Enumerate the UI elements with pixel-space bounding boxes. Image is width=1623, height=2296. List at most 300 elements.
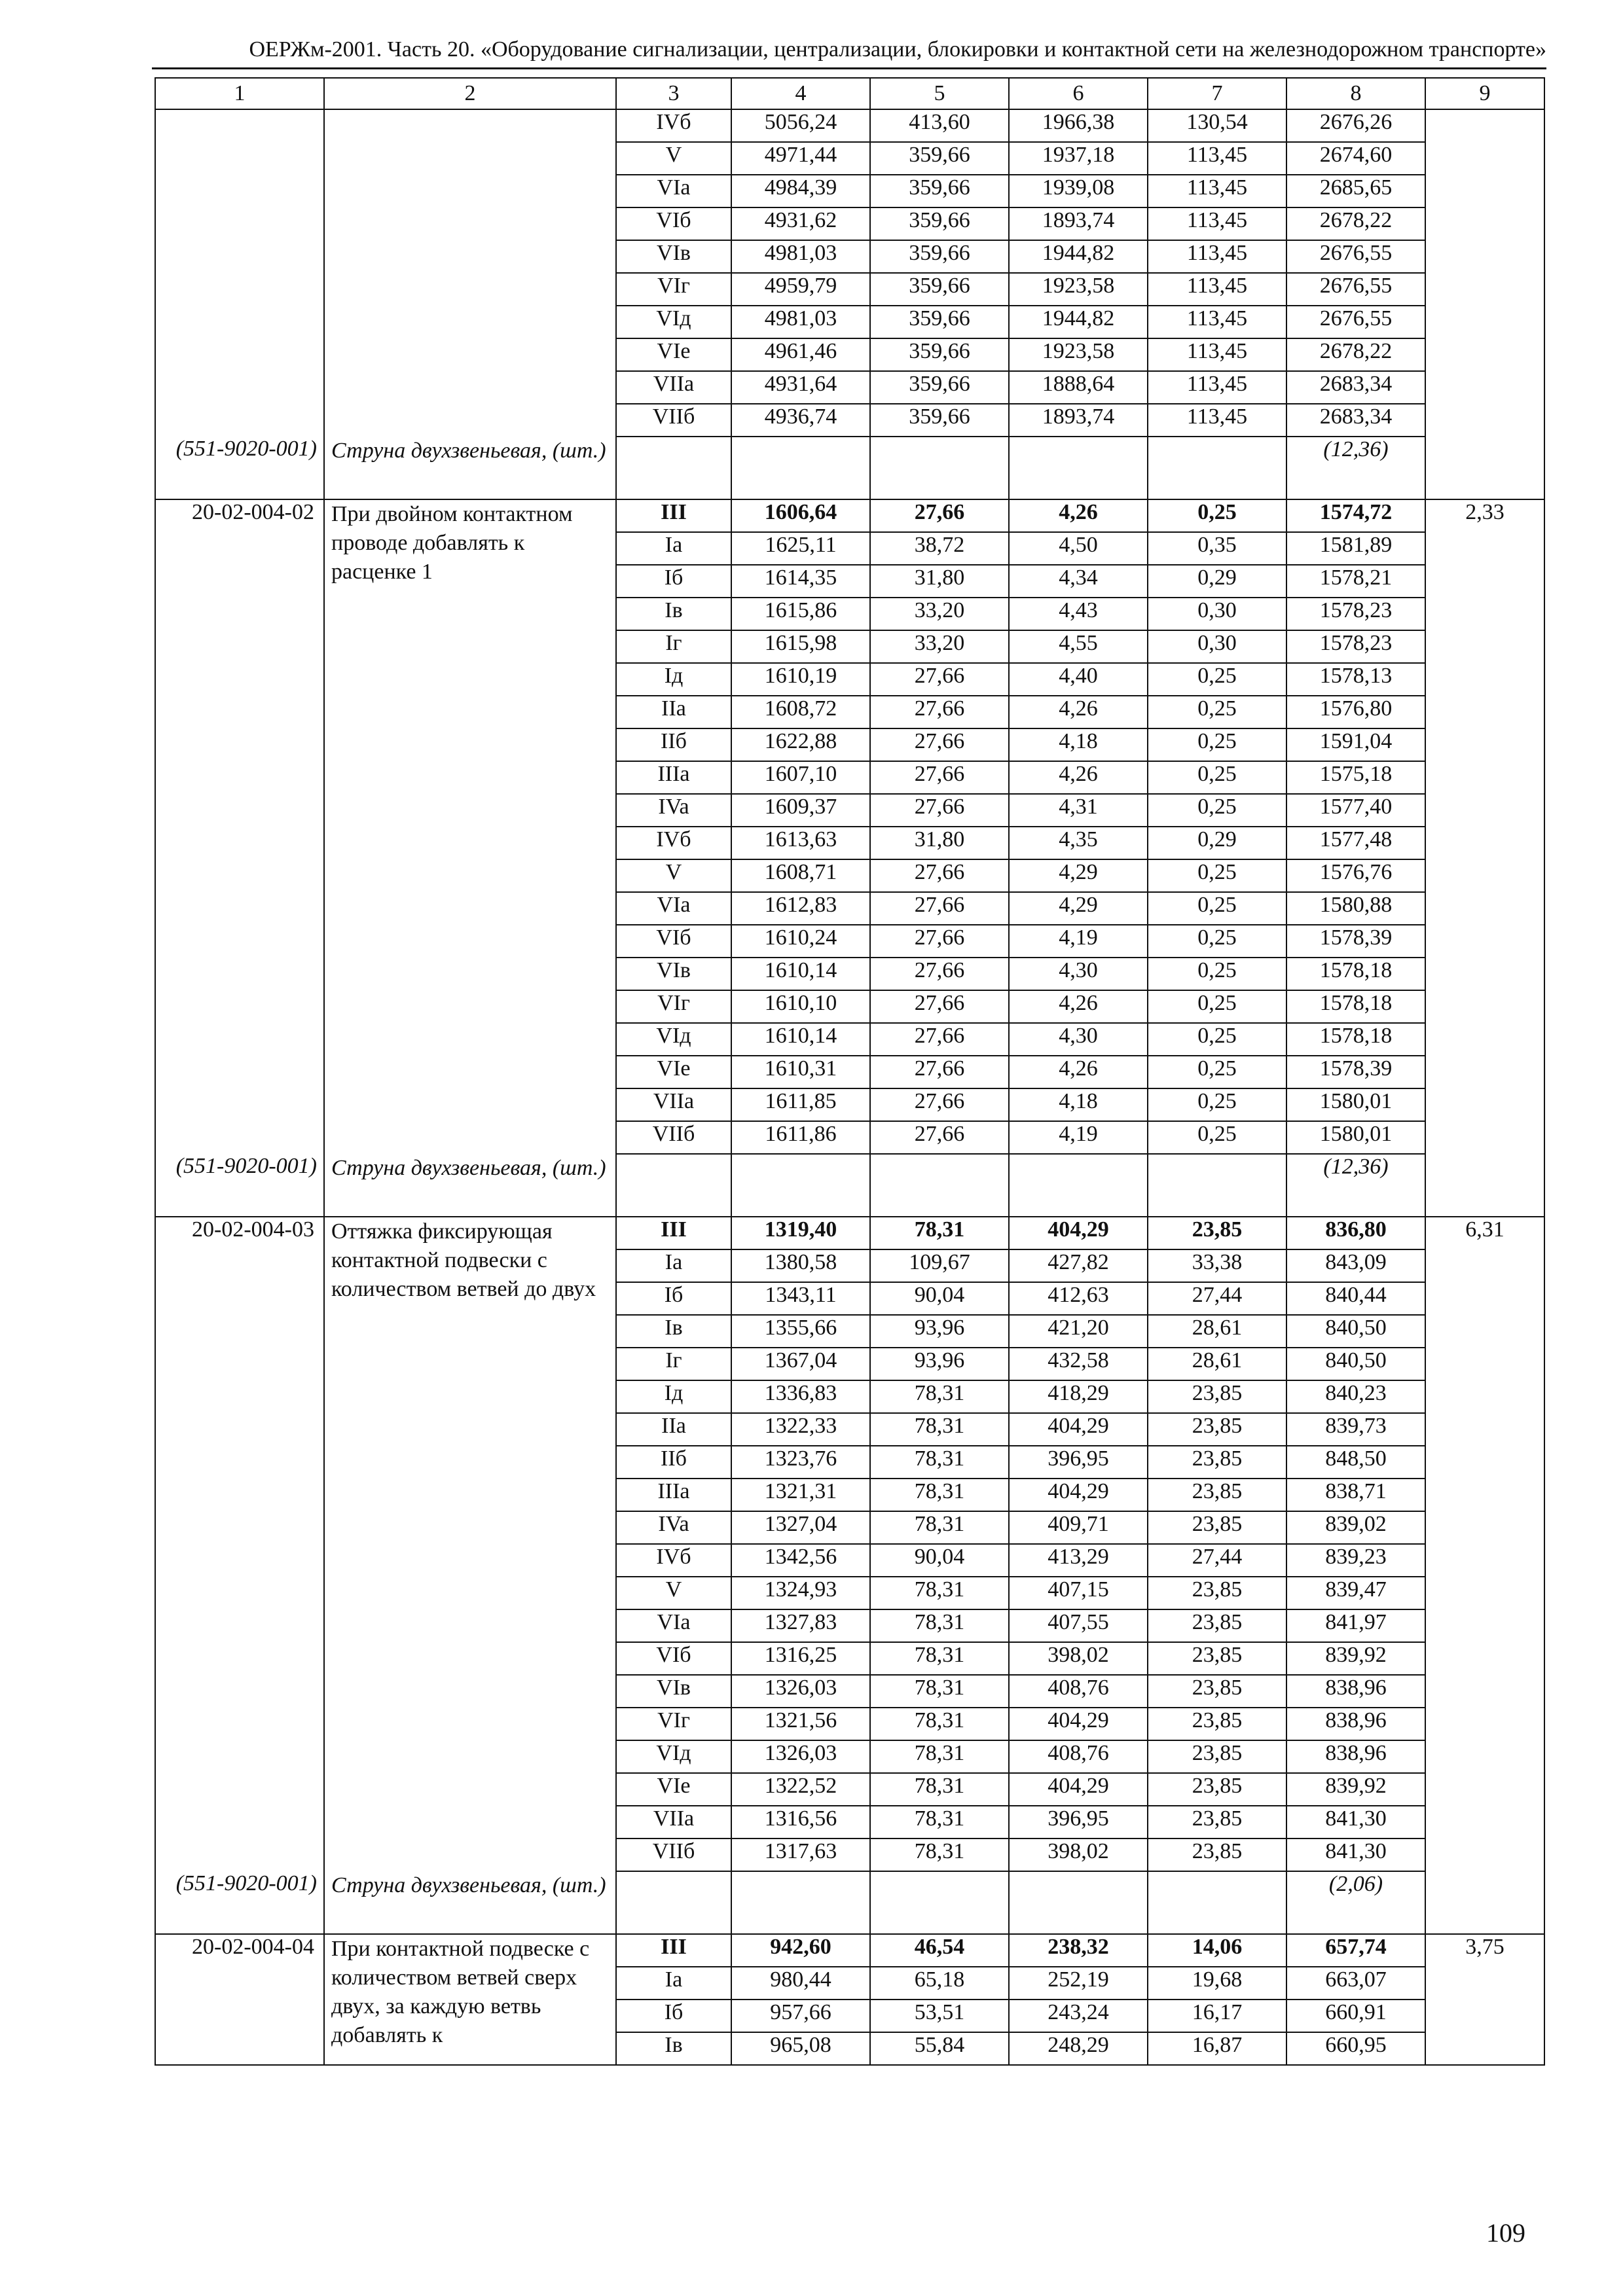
value-cell: 418,29	[1009, 1380, 1148, 1413]
region-cell: VIIб	[616, 1121, 731, 1154]
value-cell: 4,19	[1009, 925, 1148, 958]
value-cell: 23,85	[1148, 1446, 1286, 1479]
region-cell: IIб	[616, 728, 731, 761]
region-cell: VIa	[616, 1609, 731, 1642]
value-cell: 31,80	[870, 827, 1009, 859]
column-number: 5	[870, 78, 1009, 109]
value-cell: 16,17	[1148, 2000, 1286, 2032]
value-cell: 23,85	[1148, 1609, 1286, 1642]
value-cell: 27,44	[1148, 1282, 1286, 1315]
value-cell: 1367,04	[731, 1348, 870, 1380]
column-number: 6	[1009, 78, 1148, 109]
empty-cell	[1009, 1871, 1148, 1934]
value-cell: 1319,40	[731, 1217, 870, 1249]
region-cell: VIе	[616, 338, 731, 371]
value-cell: 1380,58	[731, 1249, 870, 1282]
value-cell: 0,25	[1148, 794, 1286, 827]
value-cell: 23,85	[1148, 1839, 1286, 1871]
value-cell: 78,31	[870, 1806, 1009, 1839]
value-cell: 90,04	[870, 1544, 1009, 1577]
value-cell: 2685,65	[1286, 175, 1425, 207]
column-number: 2	[324, 78, 616, 109]
value-cell: 2676,55	[1286, 240, 1425, 273]
value-cell: 0,29	[1148, 827, 1286, 859]
value-cell: 4931,64	[731, 371, 870, 404]
value-cell: 1923,58	[1009, 273, 1148, 306]
value-cell: 1622,88	[731, 728, 870, 761]
value-cell: 0,25	[1148, 892, 1286, 925]
value-cell: 113,45	[1148, 404, 1286, 437]
value-cell: 27,44	[1148, 1544, 1286, 1577]
value-cell: 1611,86	[731, 1121, 870, 1154]
value-cell: 252,19	[1009, 1967, 1148, 2000]
value-cell: 4,34	[1009, 565, 1148, 598]
resource-quantity: (2,06)	[1286, 1871, 1425, 1934]
region-cell: VIе	[616, 1056, 731, 1088]
value-cell: 407,55	[1009, 1609, 1148, 1642]
value-cell: 840,23	[1286, 1380, 1425, 1413]
empty-cell	[1009, 437, 1148, 499]
value-cell: 660,91	[1286, 2000, 1425, 2032]
region-cell: VIб	[616, 925, 731, 958]
value-cell: 1893,74	[1009, 404, 1148, 437]
value-cell: 23,85	[1148, 1380, 1286, 1413]
value-cell: 1610,14	[731, 1023, 870, 1056]
rate-description: При контактной подвеске с количеством ветвей сверх двух, за каждую ветвь добавлять к	[324, 1934, 616, 2065]
value-cell: 4984,39	[731, 175, 870, 207]
value-cell: 409,71	[1009, 1511, 1148, 1544]
value-cell: 404,29	[1009, 1479, 1148, 1511]
table-row	[155, 499, 1544, 532]
value-cell: 4931,62	[731, 207, 870, 240]
value-cell: 408,76	[1009, 1675, 1148, 1708]
value-cell: 23,85	[1148, 1413, 1286, 1446]
value-cell: 4,55	[1009, 630, 1148, 663]
value-cell: 1609,37	[731, 794, 870, 827]
value-cell: 78,31	[870, 1740, 1009, 1773]
value-cell: 28,61	[1148, 1315, 1286, 1348]
empty-cell	[870, 437, 1009, 499]
value-cell: 838,96	[1286, 1675, 1425, 1708]
value-cell: 1578,23	[1286, 630, 1425, 663]
value-cell: 407,15	[1009, 1577, 1148, 1609]
empty-cell	[1425, 1154, 1544, 1217]
value-cell: 0,25	[1148, 1088, 1286, 1121]
value-cell: 4,35	[1009, 827, 1148, 859]
value-cell: 2683,34	[1286, 371, 1425, 404]
value-cell: 113,45	[1148, 207, 1286, 240]
region-cell: VIIa	[616, 371, 731, 404]
value-cell: 1578,39	[1286, 1056, 1425, 1088]
region-cell: III	[616, 1217, 731, 1249]
value-cell: 1577,40	[1286, 794, 1425, 827]
empty-cell	[1148, 1871, 1286, 1934]
region-cell: Iг	[616, 630, 731, 663]
region-cell: V	[616, 859, 731, 892]
resource-quantity: (12,36)	[1286, 1154, 1425, 1217]
table-row	[155, 1934, 1544, 1967]
value-cell: 2683,34	[1286, 404, 1425, 437]
value-cell: 839,73	[1286, 1413, 1425, 1446]
region-cell: VIIб	[616, 1839, 731, 1871]
empty-cell	[1148, 437, 1286, 499]
value-cell: 1316,56	[731, 1806, 870, 1839]
value-cell: 113,45	[1148, 240, 1286, 273]
value-cell: 78,31	[870, 1380, 1009, 1413]
value-cell: 4,29	[1009, 892, 1148, 925]
value-cell: 65,18	[870, 1967, 1009, 2000]
region-cell: VIв	[616, 240, 731, 273]
value-cell: 1575,18	[1286, 761, 1425, 794]
value-cell: 93,96	[870, 1348, 1009, 1380]
value-cell: 1591,04	[1286, 728, 1425, 761]
value-cell: 1611,85	[731, 1088, 870, 1121]
value-cell: 38,72	[870, 532, 1009, 565]
value-cell: 27,66	[870, 1056, 1009, 1088]
region-cell: VIд	[616, 306, 731, 338]
value-cell: 841,97	[1286, 1609, 1425, 1642]
region-cell: VIг	[616, 990, 731, 1023]
value-cell: 1336,83	[731, 1380, 870, 1413]
value-cell: 1607,10	[731, 761, 870, 794]
region-cell: VIе	[616, 1773, 731, 1806]
value-cell: 23,85	[1148, 1577, 1286, 1609]
region-cell: V	[616, 1577, 731, 1609]
value-cell: 1888,64	[1009, 371, 1148, 404]
value-cell: 1580,01	[1286, 1121, 1425, 1154]
value-cell: 1578,18	[1286, 990, 1425, 1023]
value-cell: 23,85	[1148, 1511, 1286, 1544]
value-cell: 1944,82	[1009, 306, 1148, 338]
value-cell: 4971,44	[731, 142, 870, 175]
value-cell: 413,29	[1009, 1544, 1148, 1577]
value-cell: 4961,46	[731, 338, 870, 371]
value-cell: 2678,22	[1286, 338, 1425, 371]
value-cell: 27,66	[870, 990, 1009, 1023]
value-cell: 0,29	[1148, 565, 1286, 598]
value-cell: 1966,38	[1009, 109, 1148, 142]
empty-cell	[155, 109, 324, 437]
value-cell: 1937,18	[1009, 142, 1148, 175]
region-cell: VIг	[616, 273, 731, 306]
value-cell: 33,20	[870, 630, 1009, 663]
region-cell: VIIб	[616, 404, 731, 437]
value-cell: 4,30	[1009, 958, 1148, 990]
value-cell: 4,40	[1009, 663, 1148, 696]
value-cell: 1342,56	[731, 1544, 870, 1577]
value-cell: 46,54	[870, 1934, 1009, 1967]
value-cell: 1355,66	[731, 1315, 870, 1348]
value-cell: 1326,03	[731, 1675, 870, 1708]
value-cell: 0,25	[1148, 663, 1286, 696]
value-cell: 0,25	[1148, 499, 1286, 532]
value-cell: 238,32	[1009, 1934, 1148, 1967]
value-cell: 1327,83	[731, 1609, 870, 1642]
value-cell: 4,26	[1009, 761, 1148, 794]
region-cell: III	[616, 499, 731, 532]
table-row	[155, 1217, 1544, 1249]
value-cell: 27,66	[870, 761, 1009, 794]
value-cell: 1321,56	[731, 1708, 870, 1740]
value-cell: 412,63	[1009, 1282, 1148, 1315]
value-cell: 4,50	[1009, 532, 1148, 565]
value-cell: 408,76	[1009, 1740, 1148, 1773]
value-cell: 1343,11	[731, 1282, 870, 1315]
value-cell: 130,54	[1148, 109, 1286, 142]
value-cell: 1578,21	[1286, 565, 1425, 598]
value-cell: 359,66	[870, 175, 1009, 207]
value-cell: 16,87	[1148, 2032, 1286, 2065]
value-cell: 90,04	[870, 1282, 1009, 1315]
value-cell: 27,66	[870, 794, 1009, 827]
region-cell: VIв	[616, 958, 731, 990]
string-resource-row	[155, 1154, 1544, 1217]
value-cell: 839,92	[1286, 1642, 1425, 1675]
value-cell: 432,58	[1009, 1348, 1148, 1380]
rate-code: 20-02-004-02	[155, 499, 324, 1154]
value-cell: 0,25	[1148, 728, 1286, 761]
region-cell: Iб	[616, 2000, 731, 2032]
region-cell: VIa	[616, 175, 731, 207]
resource-label: Струна двухзвеньевая, (шт.)	[324, 437, 616, 499]
value-cell: 23,85	[1148, 1806, 1286, 1839]
resource-quantity: (12,36)	[1286, 437, 1425, 499]
resource-code: (551-9020-001)	[155, 1871, 324, 1934]
value-cell: 1324,93	[731, 1577, 870, 1609]
value-cell: 840,50	[1286, 1315, 1425, 1348]
value-cell: 4,30	[1009, 1023, 1148, 1056]
region-cell: IIa	[616, 696, 731, 728]
value-cell: 0,25	[1148, 1023, 1286, 1056]
value-cell: 1578,13	[1286, 663, 1425, 696]
value-cell: 78,31	[870, 1479, 1009, 1511]
value-cell: 27,66	[870, 958, 1009, 990]
value-cell: 421,20	[1009, 1315, 1148, 1348]
value-cell: 4,26	[1009, 499, 1148, 532]
value-cell: 1625,11	[731, 532, 870, 565]
column-number: 7	[1148, 78, 1286, 109]
value-cell: 1316,25	[731, 1642, 870, 1675]
value-cell: 14,06	[1148, 1934, 1286, 1967]
value-cell: 1322,52	[731, 1773, 870, 1806]
value-cell: 4,19	[1009, 1121, 1148, 1154]
value-cell: 2676,55	[1286, 306, 1425, 338]
value-cell: 19,68	[1148, 1967, 1286, 2000]
value-cell: 1608,72	[731, 696, 870, 728]
region-cell: Iв	[616, 1315, 731, 1348]
header-rule	[152, 67, 1546, 69]
value-cell: 2674,60	[1286, 142, 1425, 175]
value-cell: 404,29	[1009, 1217, 1148, 1249]
region-cell: Ia	[616, 1249, 731, 1282]
value-cell: 1322,33	[731, 1413, 870, 1446]
value-cell: 27,66	[870, 499, 1009, 532]
value-cell: 23,85	[1148, 1675, 1286, 1708]
value-cell: 78,31	[870, 1839, 1009, 1871]
labor-cost: 2,33	[1425, 499, 1544, 1154]
region-cell: IIIa	[616, 1479, 731, 1511]
value-cell: 1610,31	[731, 1056, 870, 1088]
value-cell: 4,29	[1009, 859, 1148, 892]
value-cell: 1578,18	[1286, 1023, 1425, 1056]
region-cell: VIв	[616, 1675, 731, 1708]
value-cell: 28,61	[1148, 1348, 1286, 1380]
value-cell: 0,30	[1148, 630, 1286, 663]
value-cell: 396,95	[1009, 1446, 1148, 1479]
region-cell: Ia	[616, 1967, 731, 2000]
value-cell: 0,25	[1148, 1121, 1286, 1154]
value-cell: 1923,58	[1009, 338, 1148, 371]
value-cell: 1610,10	[731, 990, 870, 1023]
value-cell: 23,85	[1148, 1642, 1286, 1675]
value-cell: 413,60	[870, 109, 1009, 142]
value-cell: 838,96	[1286, 1708, 1425, 1740]
value-cell: 1580,88	[1286, 892, 1425, 925]
region-cell: VIб	[616, 1642, 731, 1675]
value-cell: 27,66	[870, 1088, 1009, 1121]
value-cell: 1321,31	[731, 1479, 870, 1511]
value-cell: 2676,55	[1286, 273, 1425, 306]
value-cell: 4,31	[1009, 794, 1148, 827]
value-cell: 23,85	[1148, 1740, 1286, 1773]
value-cell: 1578,23	[1286, 598, 1425, 630]
value-cell: 31,80	[870, 565, 1009, 598]
column-number: 1	[155, 78, 324, 109]
region-cell: IVб	[616, 1544, 731, 1577]
value-cell: 1323,76	[731, 1446, 870, 1479]
region-cell: VIд	[616, 1740, 731, 1773]
column-number: 8	[1286, 78, 1425, 109]
value-cell: 1944,82	[1009, 240, 1148, 273]
value-cell: 4,26	[1009, 1056, 1148, 1088]
value-cell: 359,66	[870, 240, 1009, 273]
region-cell: VIб	[616, 207, 731, 240]
region-cell: Iд	[616, 1380, 731, 1413]
value-cell: 27,66	[870, 859, 1009, 892]
value-cell: 1578,18	[1286, 958, 1425, 990]
value-cell: 0,30	[1148, 598, 1286, 630]
region-cell: VIд	[616, 1023, 731, 1056]
value-cell: 4959,79	[731, 273, 870, 306]
region-cell: VIa	[616, 892, 731, 925]
value-cell: 78,31	[870, 1642, 1009, 1675]
value-cell: 2676,26	[1286, 109, 1425, 142]
value-cell: 1578,39	[1286, 925, 1425, 958]
value-cell: 27,66	[870, 728, 1009, 761]
value-cell: 980,44	[731, 1967, 870, 2000]
value-cell: 4,18	[1009, 728, 1148, 761]
value-cell: 55,84	[870, 2032, 1009, 2065]
value-cell: 396,95	[1009, 1806, 1148, 1839]
column-number: 3	[616, 78, 731, 109]
value-cell: 23,85	[1148, 1479, 1286, 1511]
value-cell: 0,25	[1148, 1056, 1286, 1088]
value-cell: 359,66	[870, 306, 1009, 338]
value-cell: 78,31	[870, 1708, 1009, 1740]
value-cell: 965,08	[731, 2032, 870, 2065]
value-cell: 1939,08	[1009, 175, 1148, 207]
region-cell: Iв	[616, 598, 731, 630]
value-cell: 404,29	[1009, 1708, 1148, 1740]
value-cell: 4,26	[1009, 696, 1148, 728]
value-cell: 27,66	[870, 1023, 1009, 1056]
empty-cell	[616, 1871, 731, 1934]
region-cell: IVб	[616, 827, 731, 859]
value-cell: 1577,48	[1286, 827, 1425, 859]
value-cell: 1327,04	[731, 1511, 870, 1544]
value-cell: 1606,64	[731, 499, 870, 532]
region-cell: VIIa	[616, 1806, 731, 1839]
value-cell: 404,29	[1009, 1413, 1148, 1446]
value-cell: 113,45	[1148, 306, 1286, 338]
value-cell: 33,38	[1148, 1249, 1286, 1282]
value-cell: 0,25	[1148, 859, 1286, 892]
value-cell: 0,25	[1148, 925, 1286, 958]
value-cell: 113,45	[1148, 371, 1286, 404]
region-cell: Ia	[616, 532, 731, 565]
region-cell: Iд	[616, 663, 731, 696]
column-number-row	[155, 78, 1544, 109]
region-cell: IVa	[616, 794, 731, 827]
value-cell: 359,66	[870, 207, 1009, 240]
region-cell: V	[616, 142, 731, 175]
resource-code: (551-9020-001)	[155, 437, 324, 499]
value-cell: 1612,83	[731, 892, 870, 925]
value-cell: 33,20	[870, 598, 1009, 630]
empty-cell	[1425, 437, 1544, 499]
region-cell: IIIa	[616, 761, 731, 794]
value-cell: 109,67	[870, 1249, 1009, 1282]
value-cell: 27,66	[870, 696, 1009, 728]
value-cell: 836,80	[1286, 1217, 1425, 1249]
value-cell: 78,31	[870, 1675, 1009, 1708]
value-cell: 839,47	[1286, 1577, 1425, 1609]
value-cell: 0,25	[1148, 990, 1286, 1023]
empty-cell	[616, 437, 731, 499]
value-cell: 113,45	[1148, 273, 1286, 306]
value-cell: 78,31	[870, 1577, 1009, 1609]
region-cell: IVa	[616, 1511, 731, 1544]
empty-cell	[731, 437, 870, 499]
column-number: 4	[731, 78, 870, 109]
price-table	[155, 77, 1545, 2066]
value-cell: 1576,80	[1286, 696, 1425, 728]
value-cell: 843,09	[1286, 1249, 1425, 1282]
page-header: ОЕРЖм-2001. Часть 20. «Оборудование сигнализации, централизации, блокировки и контактной сети на железнодорожном транспорте»	[249, 37, 1546, 62]
empty-cell	[324, 109, 616, 437]
value-cell: 4981,03	[731, 240, 870, 273]
value-cell: 27,66	[870, 663, 1009, 696]
value-cell: 660,95	[1286, 2032, 1425, 2065]
region-cell: III	[616, 1934, 731, 1967]
value-cell: 839,23	[1286, 1544, 1425, 1577]
value-cell: 78,31	[870, 1609, 1009, 1642]
value-cell: 5056,24	[731, 109, 870, 142]
string-resource-row	[155, 1871, 1544, 1934]
region-cell: VIIa	[616, 1088, 731, 1121]
value-cell: 841,30	[1286, 1839, 1425, 1871]
empty-cell	[870, 1871, 1009, 1934]
value-cell: 0,25	[1148, 958, 1286, 990]
rate-code: 20-02-004-04	[155, 1934, 324, 2065]
resource-label: Струна двухзвеньевая, (шт.)	[324, 1154, 616, 1217]
value-cell: 27,66	[870, 925, 1009, 958]
value-cell: 359,66	[870, 404, 1009, 437]
value-cell: 113,45	[1148, 142, 1286, 175]
value-cell: 23,85	[1148, 1217, 1286, 1249]
value-cell: 4936,74	[731, 404, 870, 437]
region-cell: Iв	[616, 2032, 731, 2065]
